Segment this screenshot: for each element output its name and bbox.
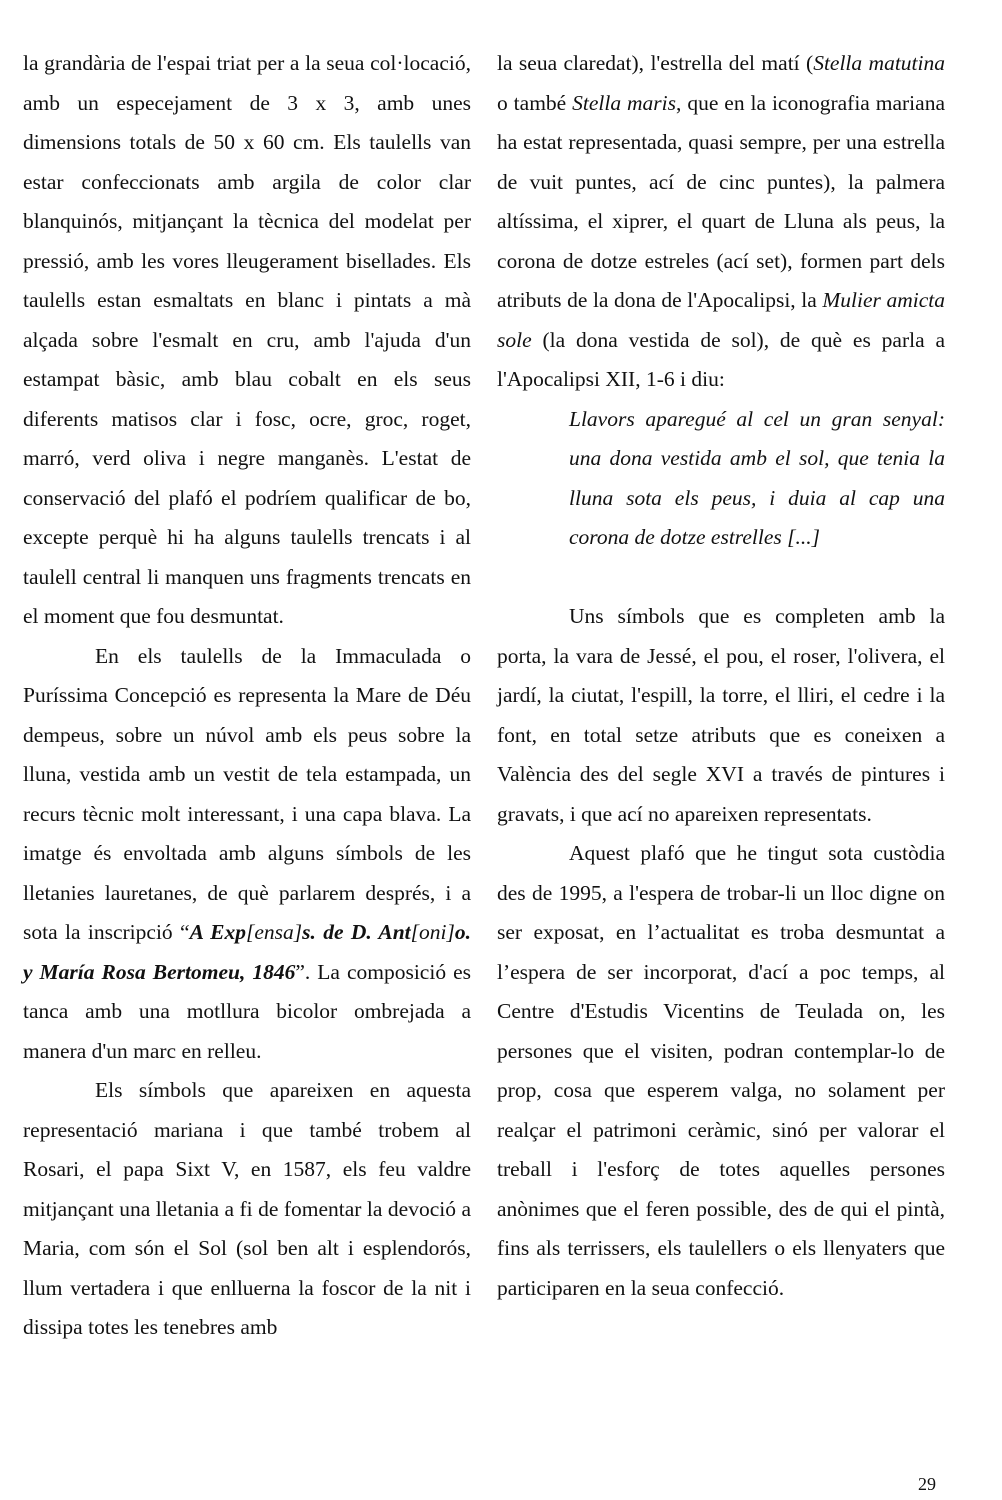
inscription-bracket-1: [ensa]	[245, 920, 303, 944]
paragraph-6: Aquest plafó que he tingut sota custòdia des de 1995, a l'espera de trobar-li un lloc digne on ser exposat, en l’actualitat es troba desmuntat a l’espera de ser incorporat, d'ací a poc temps, al Centre d'Estudis Vicentins de Teulada on, les persones que el visiten, podran contemplar-lo de prop, cosa que esperem valga, no solament per realçar el patrimoni ceràmic, sinó per valorar el treball i l'esforç de totes aquelles persones anònimes que el feren possible, des de qui el pintà, fins als terrissers, els taulellers o els llenyaters que participaren en la seua confecció.	[497, 841, 945, 1300]
latin-term-stella-maris: Stella maris	[572, 90, 677, 115]
block-quote: Llavors aparegué al cel un gran senyal: una dona vestida amb el sol, que tenia la lluna sota els peus, i duia al cap una corona de dotze estrelles [...]	[569, 406, 945, 549]
paragraph-2	[23, 637, 471, 1072]
spacer	[497, 558, 945, 598]
latin-term-stella-matutina: Stella matutina	[813, 51, 945, 75]
left-column	[23, 44, 471, 1348]
paragraph-2-text: En els taulells de la Immaculada o Puríssima Concepció es representa la Mare de Déu dempeus, sobre un núvol amb els peus sobre la lluna, vestida amb un vestit de tela estampada, un recurs tècnic molt interessant, i una capa blava. La imatge és envoltada amb alguns símbols de les lletanies lauretanes, de què parlarem després, i a sota la inscripció “	[23, 643, 471, 944]
paragraph-5: Uns símbols que es completen amb la porta, la vara de Jessé, el pou, el roser, l'olivera, el jardí, la ciutat, l'espill, la torre, el lliri, el cedre i la font, en total setze atributs que es coneixen a València des del segle XVI a través de pintures i gravats, i que ací no apareixen representats.	[497, 604, 945, 826]
paragraph-4-text-d: (la dona vestida de sol), de què es parla a l'Apocalipsi XII, 1-6 i diu:	[497, 327, 945, 391]
paragraph-4-text-a: la seua claredat), l'estrella del matí (	[497, 51, 814, 75]
inscription-bracket-2: [oni]	[410, 920, 455, 944]
paragraph-2-tail: ”. La composició es tanca amb una motllura bicolor ombrejada a manera d'un marc en relleu.	[23, 959, 471, 1063]
paragraph-4-text-b: o també	[497, 90, 573, 115]
page-number: 29	[918, 1474, 936, 1494]
inscription-part-2: s. de D. Ant	[302, 920, 411, 944]
paragraph-4-text-c: , que en la iconografia mariana ha estat representada, quasi sempre, per una estrella de vuit puntes, ací de cinc puntes), la palmera altíssima, el xiprer, el quart de Lluna als peus, la corona de dotze estreles (ací set), formen part dels atributs de la dona de l'Apocalipsi, la	[497, 90, 945, 312]
inscription-part-3: o. y María Rosa Bertomeu, 1846	[23, 920, 471, 984]
latin-term-mulier: Mulier amicta sole	[497, 288, 945, 352]
paragraph-4	[497, 44, 945, 400]
paragraph-1: la grandària de l'espai triat per a la seua col·locació, amb un especejament de 3 x 3, amb unes dimensions totals de 50 x 60 cm. Els taulells van estar confeccionats amb argila de color clar blanquinós, mitjançant la tècnica del modelat per pressió, amb les vores lleugerament bisellades. Els taulells estan esmaltats en blanc i pintats a mà alçada sobre l'esmalt en cru, amb l'ajuda d'un estampat bàsic, amb blau cobalt en els seus diferents matisos clar i fosc, ocre, groc, roget, marró, verd oliva i negre manganès. L'estat de conservació del plafó el podríem qualificar de bo, excepte perquè hi ha alguns taulells trencats i al taulell central li manquen uns fragments trencats en el moment que fou desmuntat.	[23, 51, 471, 628]
paragraph-3: Els símbols que apareixen en aquesta representació mariana i que també trobem al Rosari, el papa Sixt V, en 1587, els feu valdre mitjançant una lletania a fi de fomentar la devoció a Maria, com són el Sol (sol ben alt i esplendorós, llum vertadera i que enlluerna la foscor de la nit i dissipa totes les tenebres amb	[23, 1078, 471, 1339]
right-column	[497, 44, 945, 1308]
inscription-part-1: A Exp	[189, 920, 246, 944]
